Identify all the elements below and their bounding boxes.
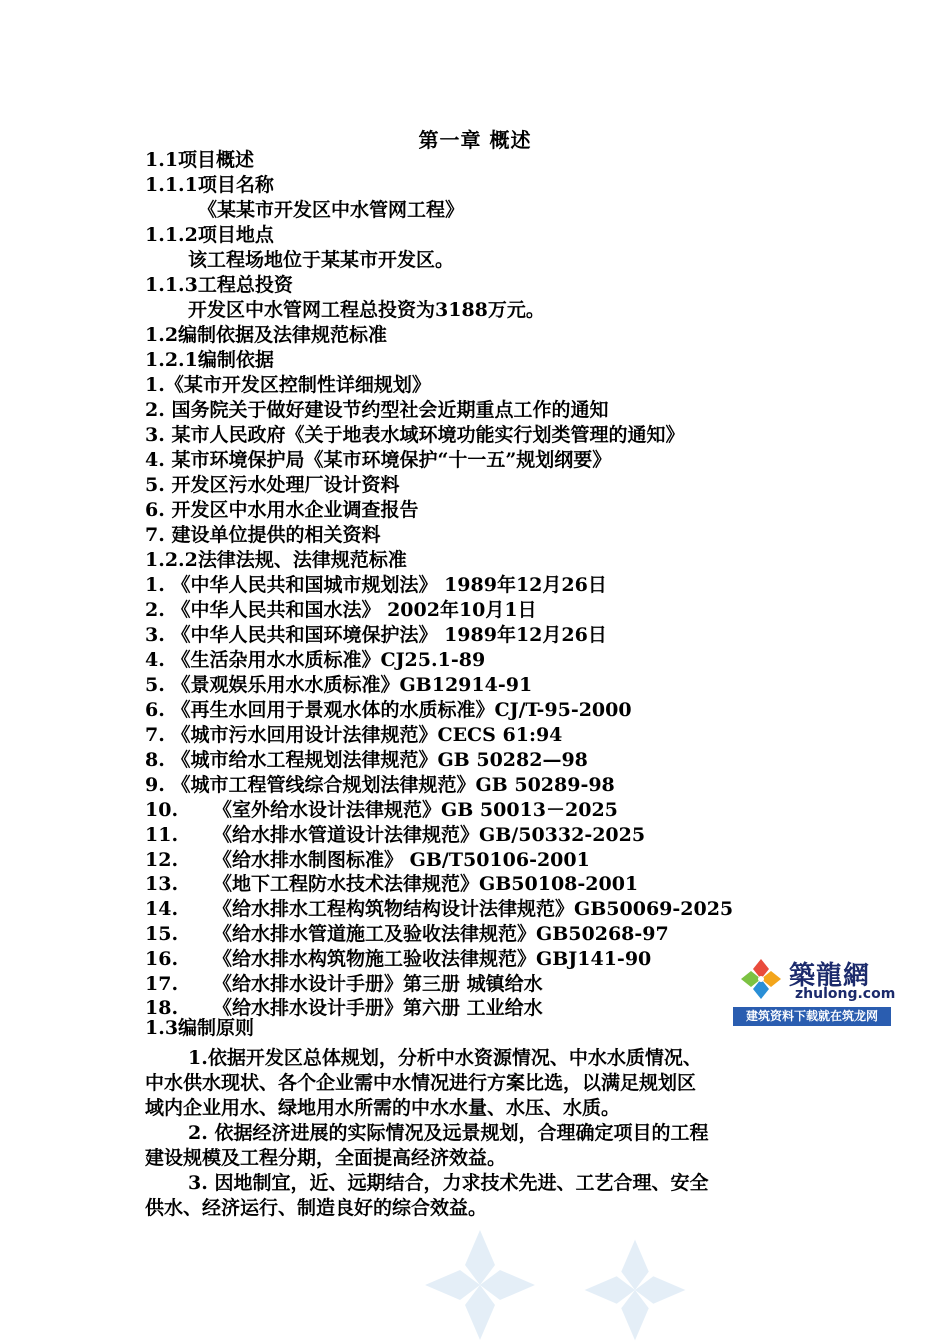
text-line: 6. 《再生水回用于景观水体的水质标准》CJ/T-95-2000	[145, 699, 632, 721]
list-item-text: 《给水排水工程构筑物结构设计法律规范》GB50069-2025	[213, 898, 734, 921]
text-line: 3. 《中华人民共和国环境保护法》 1989年12月26日	[145, 624, 607, 646]
list-item-number: 11.	[145, 823, 179, 846]
logo-url-text: zhulong.com	[795, 986, 896, 1002]
list-item-text: 《给水排水构筑物施工验收法律规范》GBJ141-90	[213, 947, 652, 970]
chapter-title: 第一章 概述	[418, 128, 532, 152]
text-line: 1.2.1编制依据	[145, 349, 274, 371]
text-line: 1.1.3工程总投资	[145, 274, 293, 296]
list-item-number: 13.	[145, 873, 179, 896]
text-line: 《某某市开发区中水管网工程》	[198, 199, 465, 221]
paragraph-line: 建设规模及工程分期，全面提高经济效益。	[145, 1147, 507, 1169]
list-item-number: 16.	[145, 947, 179, 970]
text-line: 7. 建设单位提供的相关资料	[145, 524, 381, 546]
text-line: 4. 《生活杂用水水质标准》CJ25.1-89	[145, 649, 486, 671]
text-line: 5. 《景观娱乐用水水质标准》GB12914-91	[145, 674, 533, 696]
text-line: 1.1.2项目地点	[145, 224, 274, 246]
list-item-number: 10.	[145, 799, 179, 821]
text-line: 8. 《城市给水工程规划法律规范》GB 50282—98	[145, 749, 588, 771]
list-item-number: 18.	[145, 997, 179, 1020]
list-item-text: 《给水排水管道设计法律规范》GB/50332-2025	[213, 823, 646, 846]
list-item-text: 《给水排水管道施工及验收法律规范》GB50268-97	[213, 923, 669, 945]
text-line: 2. 国务院关于做好建设节约型社会近期重点工作的通知	[145, 399, 609, 421]
paragraph-line: 域内企业用水、绿地用水所需的中水水量、水压、水质。	[145, 1097, 621, 1119]
list-item-number: 12.	[145, 848, 179, 871]
text-line: 1.《某市开发区控制性详细规划》	[145, 374, 431, 396]
section-heading-1-3: 1.3编制原则	[145, 1017, 255, 1039]
paragraph-line: 2. 依据经济进展的实际情况及远景规划，合理确定项目的工程	[188, 1122, 709, 1144]
list-item-text: 《给水排水设计手册》第六册 工业给水	[213, 997, 543, 1020]
text-line: 9. 《城市工程管线综合规划法律规范》GB 50289-98	[145, 774, 615, 796]
text-line: 1.2.2法律法规、法律规范标准	[145, 549, 407, 571]
text-line: 开发区中水管网工程总投资为3188万元。	[188, 299, 545, 321]
list-item-text: 《给水排水设计手册》第三册 城镇给水	[213, 972, 543, 995]
text-line: 该工程场地位于某某市开发区。	[188, 249, 455, 271]
logo-banner: 建筑资料下载就在筑龙网	[733, 1007, 891, 1026]
text-line: 4. 某市环境保护局《某市环境保护“十一五”规划纲要》	[145, 449, 612, 471]
list-item-text: 《地下工程防水技术法律规范》GB50108-2001	[213, 873, 639, 896]
list-item-number: 15.	[145, 923, 179, 945]
text-line: 1.1.1项目名称	[145, 174, 274, 196]
snowflake-watermark-icon	[420, 1225, 540, 1344]
text-line: 3. 某市人民政府《关于地表水域环境功能实行划类管理的通知》	[145, 424, 685, 446]
snowflake-logo-icon	[735, 955, 787, 1003]
text-line: 7. 《城市污水回用设计法律规范》CECS 61:94	[145, 724, 563, 746]
paragraph-line: 中水供水现状、各个企业需中水情况进行方案比选，以满足规划区	[145, 1072, 697, 1094]
text-line: 6. 开发区中水用水企业调查报告	[145, 499, 419, 521]
text-line: 5. 开发区污水处理厂设计资料	[145, 474, 400, 496]
paragraph-line: 供水、经济运行、制造良好的综合效益。	[145, 1197, 488, 1219]
list-item-number: 17.	[145, 972, 179, 995]
list-item-number: 14.	[145, 898, 179, 921]
snowflake-watermark-icon	[580, 1235, 690, 1344]
text-line: 1.1项目概述	[145, 149, 255, 171]
text-line: 2. 《中华人民共和国水法》 2002年10月1日	[145, 599, 537, 621]
text-line: 1. 《中华人民共和国城市规划法》 1989年12月26日	[145, 574, 607, 596]
logo-chinese-text: 築龍網	[789, 961, 871, 991]
list-item-text: 《给水排水制图标准》 GB/T50106-2001	[213, 848, 590, 871]
list-item-text: 《室外给水设计法律规范》GB 50013－2025	[213, 799, 618, 821]
paragraph-line: 3. 因地制宜，近、远期结合，力求技术先进、工艺合理、安全	[188, 1172, 709, 1194]
paragraph-line: 1.依据开发区总体规划，分析中水资源情况、中水水质情况、	[188, 1047, 702, 1069]
text-line: 1.2编制依据及法律规范标准	[145, 324, 388, 346]
zhulong-logo	[733, 953, 896, 1027]
